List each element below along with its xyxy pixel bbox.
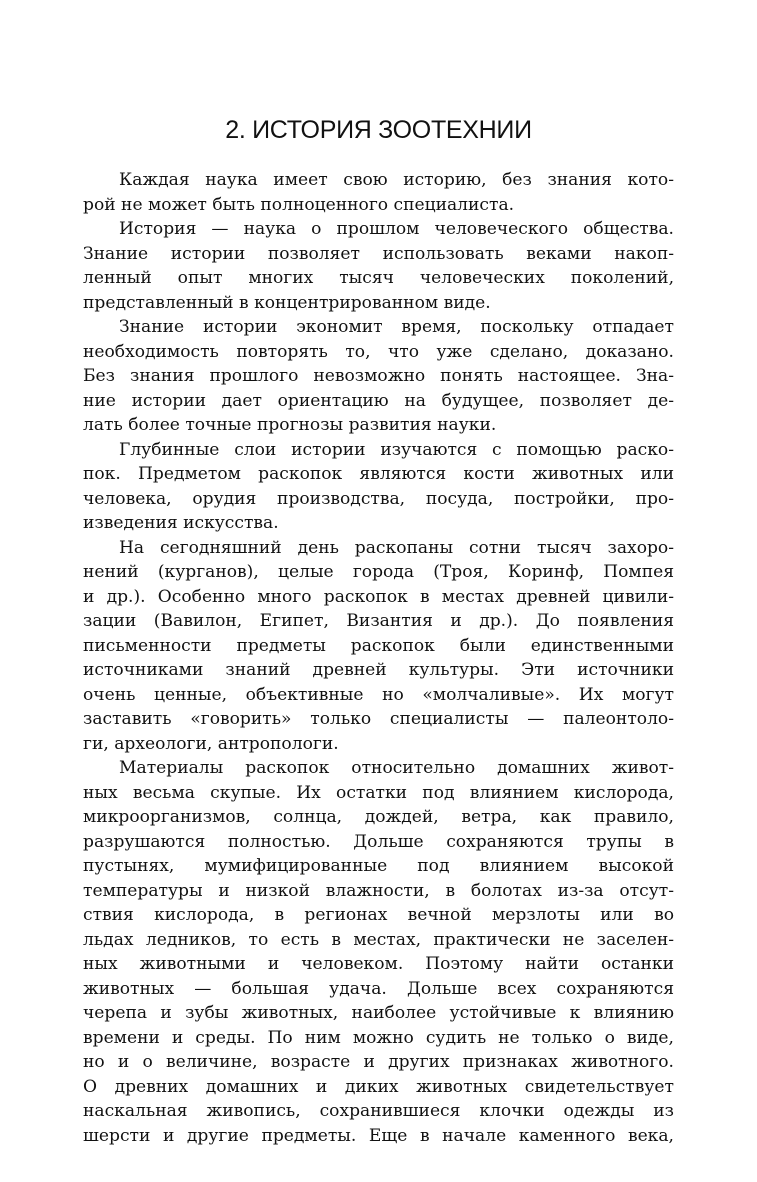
text-line: Без знания прошлого невозможно понять настоящее. Зна- [83, 366, 674, 386]
paragraph [83, 438, 674, 536]
text-line: Знание истории экономит время, поскольку отпадает [119, 317, 674, 337]
text-line: Каждая наука имеет свою историю, без знания кото- [119, 170, 674, 190]
text-line: заставить «говорить» только специалисты — палеонтоло- [83, 709, 674, 729]
text-line: шерсти и другие предметы. Еще в начале каменного века, [83, 1125, 674, 1146]
text-line: Глубинные слои истории изучаются с помощью раско- [119, 439, 674, 460]
text-line: очень ценные, объективные но «молчаливые». Их могут [83, 684, 674, 705]
text-line: письменности предметы раскопок были единственными [83, 635, 674, 656]
text-line: черепа и зубы животных, наиболее устойчивые к влиянию [83, 1003, 674, 1023]
text-line: История — наука о прошлом человеческого общества. [119, 219, 674, 239]
text-line: изведения искусства. [83, 513, 279, 533]
text-line: зации (Вавилон, Египет, Византия и др.). До появления [83, 611, 674, 631]
paragraph [83, 315, 674, 438]
text-line: температуры и низкой влажности, в болотах из-за отсут- [83, 880, 674, 901]
text-line: Знание истории позволяет использовать веками накоп- [83, 243, 674, 264]
text-line: ги, археологи, антропологи. [83, 733, 339, 754]
text-line: На сегодняшний день раскопаны сотни тысяч захоро- [119, 537, 674, 558]
text-line: человека, орудия производства, посуда, постройки, про- [83, 488, 674, 509]
text-line: источниками знаний древней культуры. Эти источники [83, 660, 674, 680]
text-line: пустынях, мумифицированные под влиянием высокой [83, 856, 674, 876]
text-line: О древних домашних и диких животных свидетельствует [83, 1076, 674, 1097]
text-line: микроорганизмов, солнца, дождей, ветра, как правило, [83, 807, 674, 827]
text-line: Материалы раскопок относительно домашних живот- [119, 758, 674, 778]
paragraph [83, 756, 674, 1148]
body-text [83, 168, 674, 1148]
text-line: нений (курганов), целые города (Троя, Коринф, Помпея [83, 562, 674, 582]
chapter-title: 2. ИСТОРИЯ ЗООТЕХНИИ [225, 116, 532, 144]
text-line: необходимость повторять то, что уже сделано, доказано. [83, 341, 674, 362]
text-line: ние истории дает ориентацию на будущее, позволяет де- [83, 390, 674, 411]
text-line: лать более точные прогнозы развития науки. [83, 415, 497, 435]
text-line: ных животными и человеком. Поэтому найти останки [83, 954, 674, 974]
paragraph [83, 217, 674, 315]
text-line: ленный опыт многих тысяч человеческих поколений, [83, 268, 674, 288]
text-line: пок. Предметом раскопок являются кости животных или [83, 464, 674, 484]
paragraph [83, 168, 674, 217]
text-line: представленный в концентрированном виде. [83, 292, 491, 313]
text-line: наскальная живопись, сохранившиеся клочки одежды из [83, 1101, 674, 1121]
text-line: животных — большая удача. Дольше всех сохраняются [83, 978, 674, 999]
text-line: времени и среды. По ним можно судить не только о виде, [83, 1027, 674, 1048]
text-line: и др.). Особенно много раскопок в местах древней цивили- [83, 586, 674, 607]
text-line: ствия кислорода, в регионах вечной мерзлоты или во [83, 905, 674, 925]
text-line: льдах ледников, то есть в местах, практически не заселен- [83, 929, 674, 950]
text-line: но и о величине, возрасте и других признаках животного. [83, 1052, 674, 1072]
paragraph [83, 536, 674, 757]
text-line: рой не может быть полноценного специалиста. [83, 194, 515, 215]
text-line: разрушаются полностью. Дольше сохраняются трупы в [83, 831, 674, 852]
text-line: ных весьма скупые. Их остатки под влиянием кислорода, [83, 782, 674, 803]
